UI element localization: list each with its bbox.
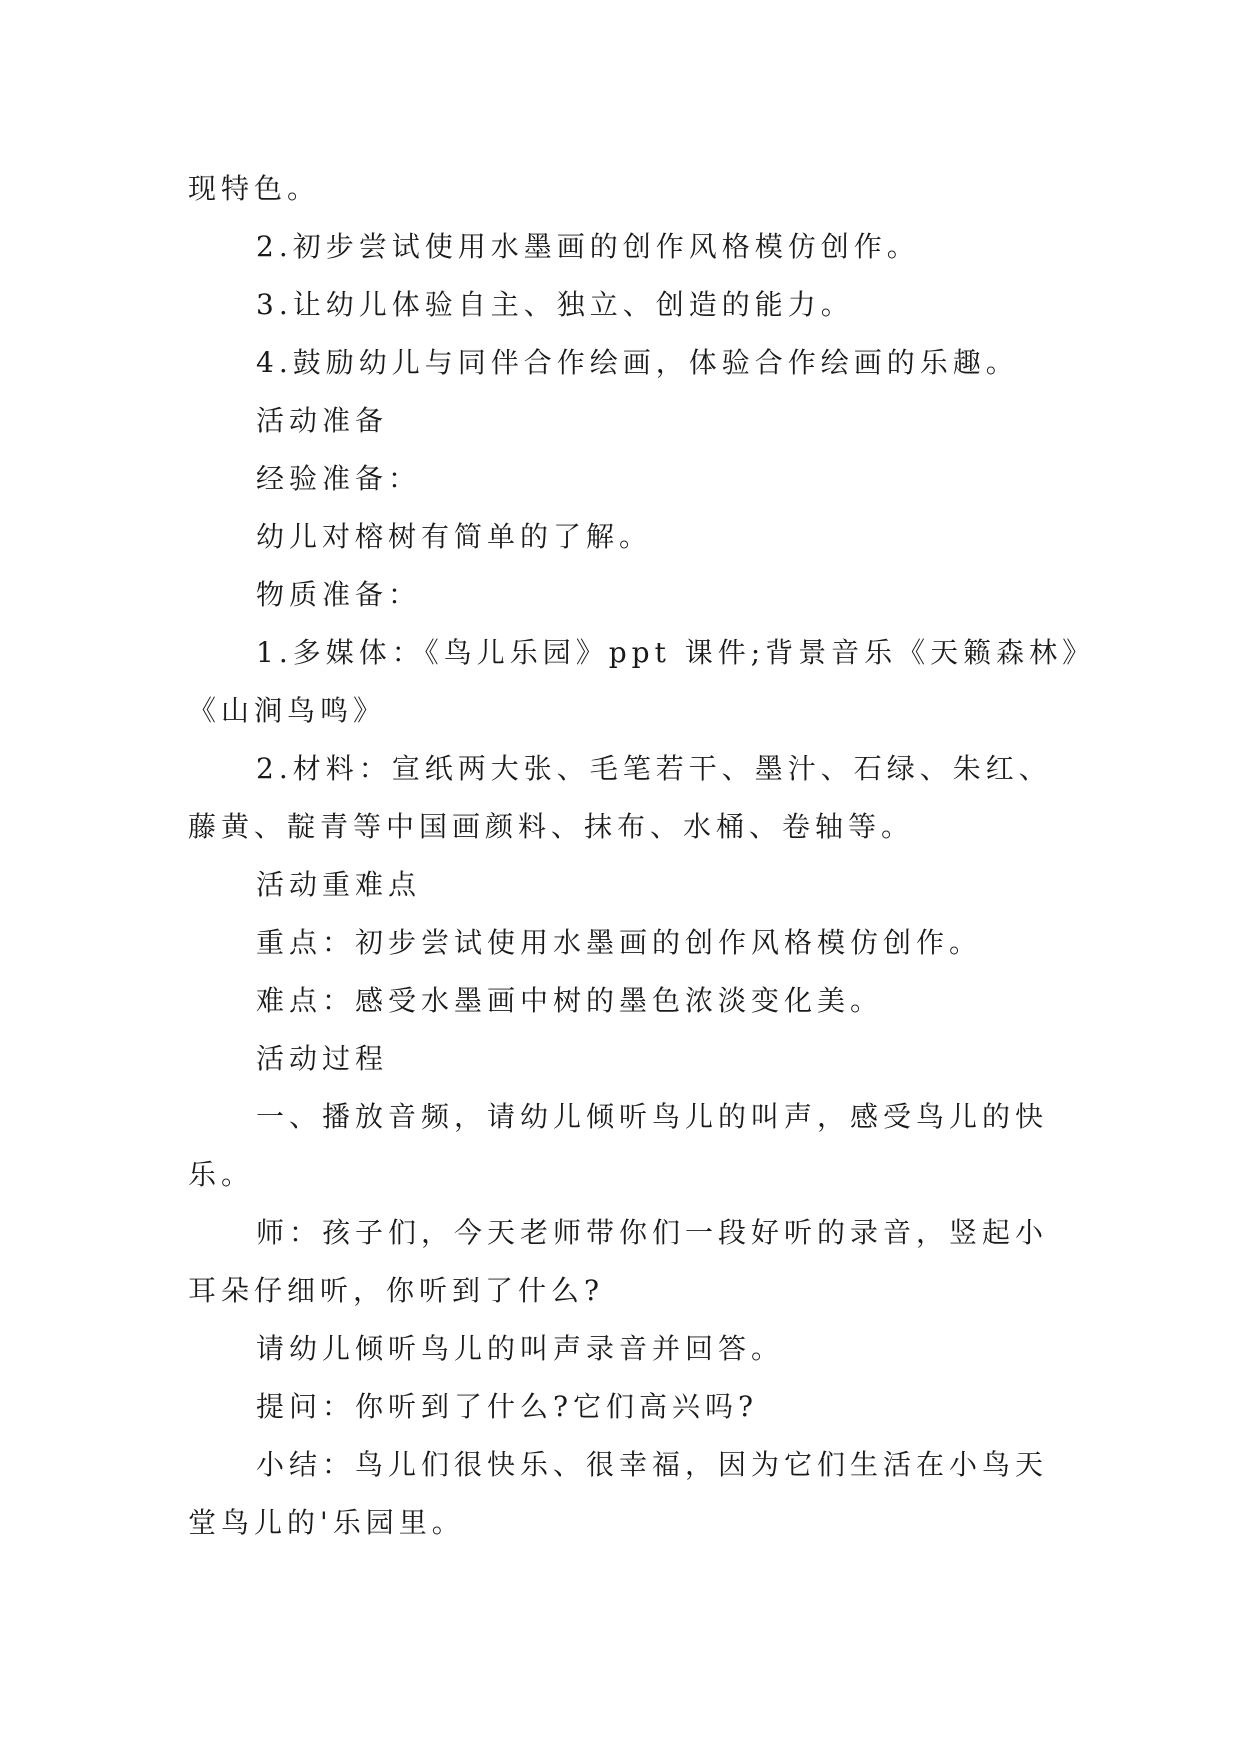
text-line: 难点：感受水墨画中树的墨色浓淡变化美。	[256, 984, 884, 1017]
section-heading: 活动过程	[256, 1042, 389, 1075]
text-line: 请幼儿倾听鸟儿的叫声录音并回答。	[256, 1332, 785, 1365]
section-heading: 活动重难点	[256, 868, 422, 901]
text-line: 藤黄、靛青等中国画颜料、抹布、水桶、卷轴等。	[188, 810, 915, 843]
section-heading: 活动准备	[256, 404, 389, 437]
text-line: 1.多媒体：《鸟儿乐园》ppt 课件;背景音乐《天籁森林》	[256, 636, 1096, 669]
text-line: 《山涧鸟鸣》	[188, 694, 387, 727]
sub-heading: 物质准备：	[256, 578, 422, 611]
text-line: 4.鼓励幼儿与同伴合作绘画，体验合作绘画的乐趣。	[256, 346, 1019, 379]
document-body	[188, 160, 1096, 1552]
text-line: 幼儿对榕树有简单的了解。	[256, 520, 653, 553]
text-line: 现特色。	[188, 172, 321, 205]
text-line: 重点：初步尝试使用水墨画的创作风格模仿创作。	[256, 926, 983, 959]
text-line: 3.让幼儿体验自主、独立、创造的能力。	[256, 288, 854, 321]
text-line: 提问：你听到了什么?它们高兴吗?	[256, 1390, 759, 1423]
text-line: 一、播放音频，请幼儿倾听鸟儿的叫声，感受鸟儿的快	[256, 1100, 1049, 1133]
text-line: 师：孩子们，今天老师带你们一段好听的录音，竖起小	[256, 1216, 1049, 1249]
text-line: 2.材料：宣纸两大张、毛笔若干、墨汁、石绿、朱红、	[256, 752, 1052, 785]
text-line: 堂鸟儿的'乐园里。	[188, 1506, 465, 1539]
sub-heading: 经验准备：	[256, 462, 422, 495]
text-line: 耳朵仔细听，你听到了什么?	[188, 1274, 605, 1307]
text-line: 乐。	[188, 1158, 255, 1191]
text-line: 小结：鸟儿们很快乐、很幸福，因为它们生活在小鸟天	[256, 1448, 1049, 1481]
text-line: 2.初步尝试使用水墨画的创作风格模仿创作。	[256, 230, 920, 263]
